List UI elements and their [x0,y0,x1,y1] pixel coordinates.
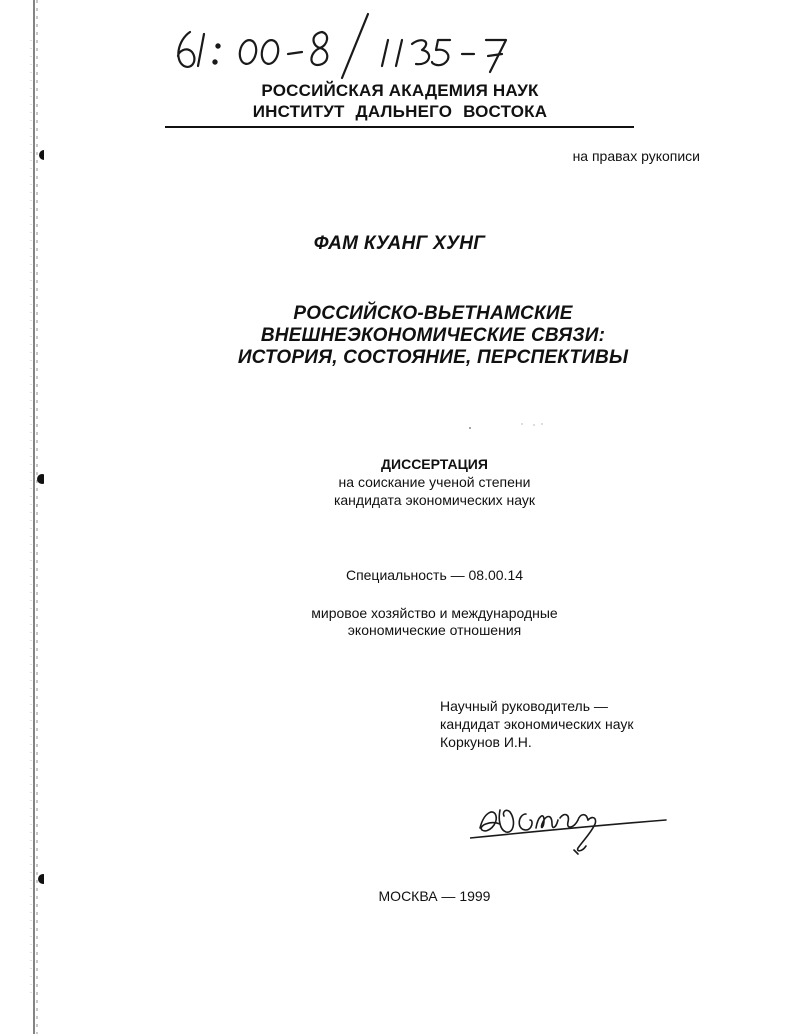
dissertation-title [0,303,799,369]
binding-margin [0,0,44,1034]
specialty-field [0,605,799,639]
advisor-degree: кандидат экономических наук [440,716,634,732]
academy-name: РОССИЙСКАЯ АКАДЕМИЯ НАУК [261,81,539,100]
city-year: МОСКВА — 1999 [378,888,491,904]
header-divider [165,126,634,128]
scientific-advisor [440,697,633,751]
advisor-signature [470,790,670,860]
thesis-kind: ДИССЕРТАЦИЯ [381,456,488,472]
advisor-name: Коркунов И.Н. [440,734,532,750]
punch-hole-1 [39,150,44,160]
advisor-role: Научный руководитель — [440,698,608,714]
specialty-code: Специальность — 08.00.14 [345,567,524,583]
title-line-1: РОССИЙСКО-ВЬЕТНАМСКИЕ [293,303,573,324]
title-line-3: ИСТОРИЯ, СОСТОЯНИЕ, ПЕРСПЕКТИВЫ [237,347,629,368]
institute-name: ИНСТИТУТ ДАЛЬНЕГО ВОСТОКА [252,102,548,121]
title-line-2: ВНЕШНЕЭКОНОМИЧЕСКИЕ СВЯЗИ: [260,325,606,346]
author-name: ФАМ КУАНГ ХУНГ [313,233,486,254]
handwritten-archive-number [170,10,550,80]
field-line-1: мировое хозяйство и международные [311,605,558,621]
institution-header [165,80,635,122]
punch-hole-3 [38,874,44,884]
field-line-2: экономические отношения [347,622,522,638]
scan-specks [460,420,560,440]
manuscript-rights-note: на правах рукописи [572,148,700,164]
thesis-block [0,455,799,509]
degree-line-1: на соискание ученой степени [338,474,531,490]
degree-line-2: кандидата экономических наук [333,492,536,508]
